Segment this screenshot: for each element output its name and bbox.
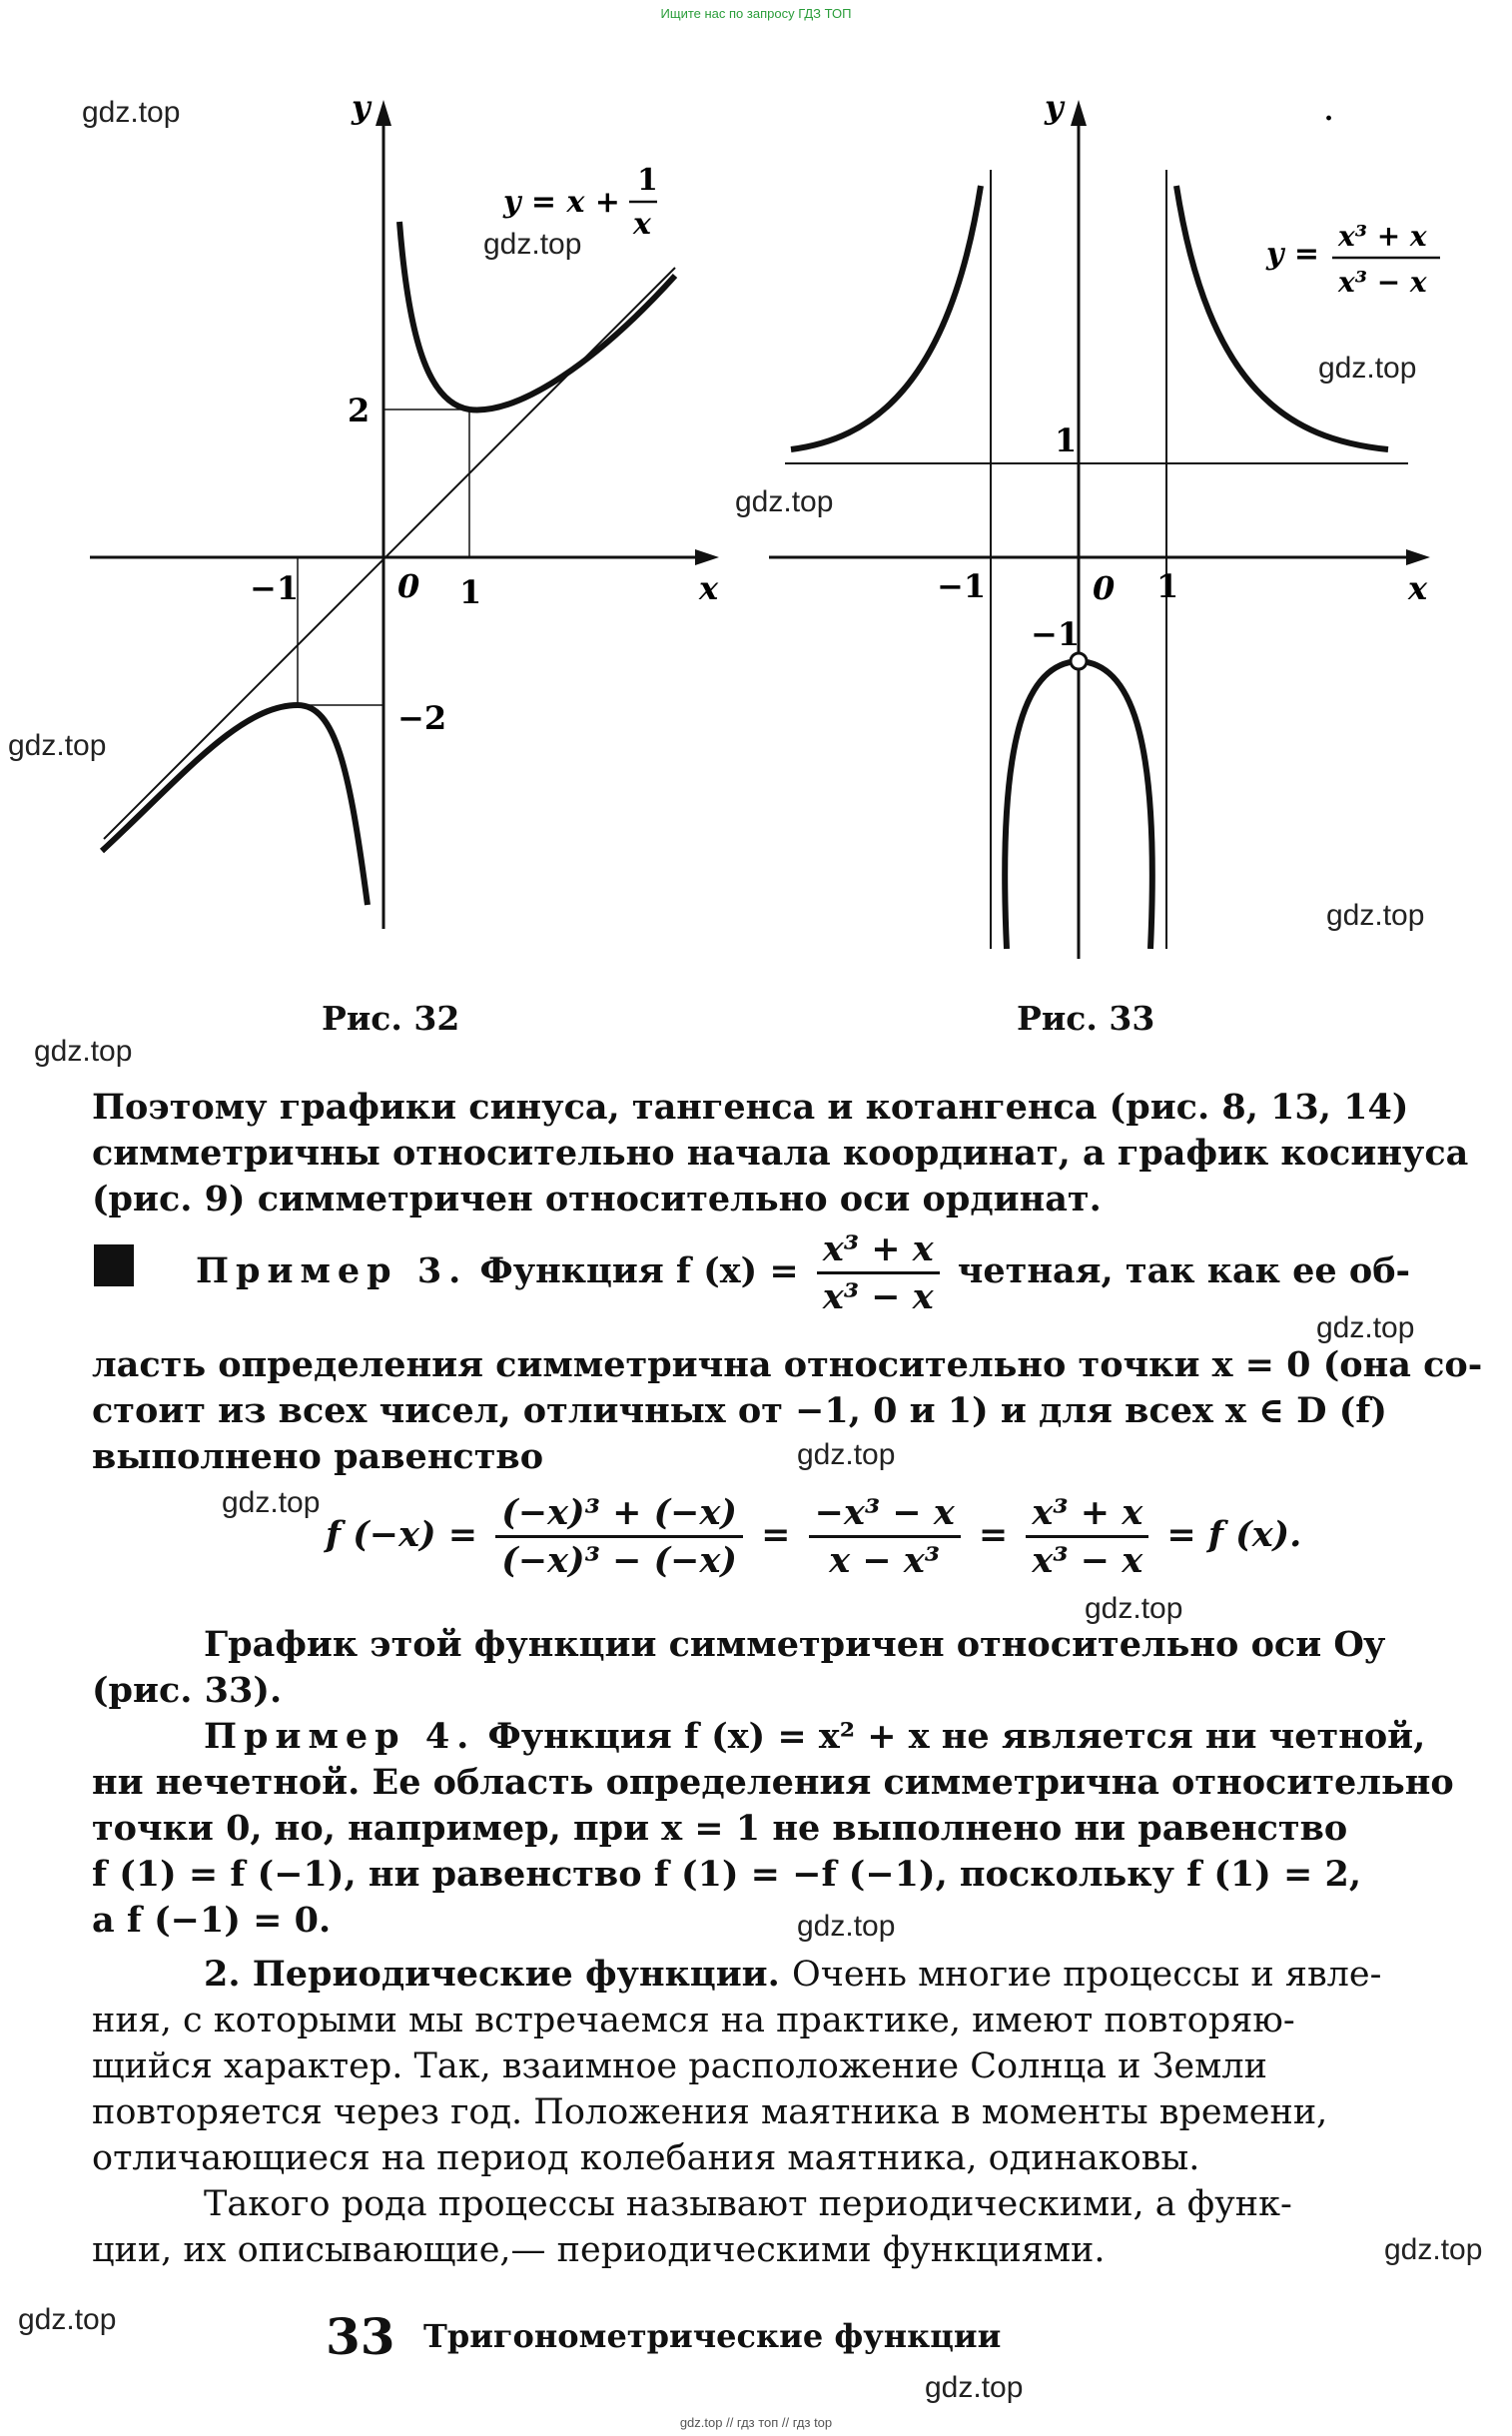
formula-den: x [633,207,651,242]
example-3-line: стоит из всех чисел, отличных от −1, 0 и 1) и для всех x ∈ D (f) [92,1390,1387,1431]
example-3-fraction: $\frac{\text{x³ + x}}{\text{x³ − x}}$ [817,1228,940,1317]
page-number: 33 [326,2307,395,2366]
bottom-note: gdz.top // гдз топ // гдз top [679,2415,833,2430]
origin-label: 0 [1093,569,1116,607]
watermark: gdz.top [1318,352,1417,385]
watermark: gdz.top [1316,1311,1415,1344]
watermark: gdz.top [797,1910,896,1943]
para1-line: Поэтому графики синуса, тангенса и котангенса (рис. 8, 13, 14) [92,1087,1409,1128]
top-note: Ищите нас по запросу ГДЗ ТОП [660,6,852,21]
section-2-line: ния, с которыми мы встречаемся на практике, имеют повторяю- [92,2001,1295,2040]
example-3-post: четная, так как ее об- [957,1250,1411,1291]
section-2-line: повторяется через год. Положения маятника в моменты времени, [92,2092,1328,2132]
para1-line: (рис. 9) симметричен относительно оси ординат. [92,1179,1102,1219]
example-4-line: а f (−1) = 0. [92,1900,332,1941]
tick-y-pos: 2 [348,392,371,429]
example-4-first-line: Пример 4. Функция f (x) = x² + x не является ни четной, [204,1716,1426,1757]
origin-label: 0 [397,567,420,605]
curve-positive-branch [399,222,675,409]
watermark: gdz.top [735,485,834,518]
watermark: gdz.top [222,1486,321,1519]
figure-32-caption: Рис. 32 [322,999,460,1038]
figure-33-caption: Рис. 33 [1017,999,1155,1038]
tick-x-neg: −1 [250,569,300,607]
para1-line: симметричны относительно начала координат, а график косинуса [92,1133,1469,1174]
watermark: gdz.top [1326,899,1425,932]
running-title: Тригонометрические функции [423,2317,1002,2355]
dot-mark: . [1324,97,1334,127]
section-2-first-line: 2. Периодические функции. Очень многие процессы и явле- [204,1954,1382,1995]
y-axis-label: y [1045,90,1064,126]
formula-num: 1 [637,163,658,198]
example-4-line: точки 0, но, например, при x = 1 не выполнено ни равенство [92,1808,1348,1849]
formula-lhs: y = x + [503,185,620,220]
example-marker [94,1244,134,1286]
tick-x-pos: 1 [459,573,482,611]
example-3-after: (рис. 33). [92,1670,283,1711]
watermark: gdz.top [1085,1592,1183,1625]
watermark: gdz.top [8,729,107,762]
watermark: gdz.top [483,228,582,261]
figure-33 [759,90,1458,969]
watermark: gdz.top [34,1035,133,1068]
tick-x-neg: −1 [937,567,987,605]
watermark: gdz.top [18,2303,117,2336]
curve-left-branch [791,186,981,449]
section-2-para2: ции, их описывающие,— периодическими функциями. [92,2230,1106,2270]
figure-32 [80,90,739,949]
section-2-para2: Такого рода процессы называют периодическими, а функ- [204,2184,1292,2224]
example-3-after: График этой функции симметричен относительно оси Oy [204,1624,1385,1665]
example-3-pre: Функция f (x) = [479,1250,799,1291]
tick-y-pos: 1 [1055,421,1078,459]
hole-point [1071,653,1087,669]
watermark: gdz.top [82,96,181,129]
example-3-header [196,1228,1410,1317]
watermark: gdz.top [925,2371,1024,2404]
x-axis-label: x [1408,569,1428,607]
watermark: gdz.top [1384,2233,1483,2266]
formula-num: x³ + x [1338,220,1427,253]
example-3-line: выполнено равенство [92,1436,544,1477]
curve-negative-branch [102,705,368,905]
formula-lhs: y = [1266,237,1320,272]
example-4-line: ни нечетной. Ее область определения симметрична относительно [92,1762,1454,1803]
tick-y-neg: −1 [1031,615,1081,653]
section-2-line: щийся характер. Так, взаимное расположение Солнца и Земли [92,2046,1267,2086]
example-3-label: Пример 3. [196,1250,468,1291]
tick-x-pos: 1 [1156,567,1179,605]
example-4-line: f (1) = f (−1), ни равенство f (1) = −f (−1), поскольку f (1) = 2, [92,1854,1362,1895]
example-3-equation: f (−x) = $\frac{\text{(−x)³ + (−x)}}{\text{(−x)³ − (−x)}}$ = $\frac{\text{−x³ − x}}{\text{x − x³}}$ = $\frac{\text{x³ + x}}{\text{x³ − x}}$ = f (x). [326,1492,1302,1581]
x-axis-label: x [699,569,719,607]
section-2-line: отличающиеся на период колебания маятника, одинаковы. [92,2138,1200,2178]
formula-den: x³ − x [1338,266,1427,299]
tick-y-neg: −2 [397,699,447,737]
section-2-heading: 2. Периодические функции. [204,1954,780,1995]
watermark: gdz.top [797,1438,896,1471]
example-3-line: ласть определения симметрична относительно точки x = 0 (она со- [92,1344,1483,1385]
y-axis-label: y [352,90,371,126]
